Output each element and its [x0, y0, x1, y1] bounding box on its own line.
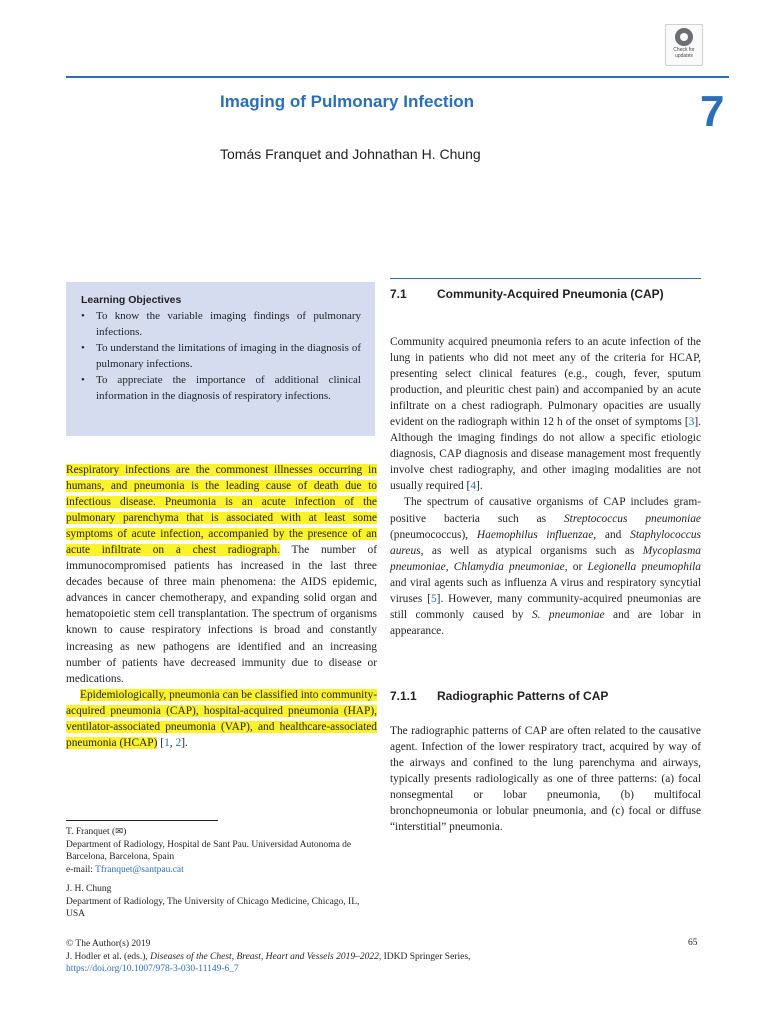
page-number: 65 [688, 938, 698, 948]
email-link[interactable]: Tfranquet@santpau.cat [95, 864, 184, 875]
cap-definition-paragraph: Community acquired pneumonia refers to an acute infection of the lung in patients who did not meet any of the criteria for HCAP, presenting select clinical features (e.g., cough, fever, sputum production, and pleuritic chest pain) and accompanied by an acute infiltrate on a chest radiograph. Pulmonary opacities are usually evident on the radiograph within 12 h of the onset of symptoms [3]. Although the imaging findings do not allow a specific etiologic diagnosis, CAP diagnosis and disease management most frequently involve chest radiography, and other imaging modalities are not usually required [4]. [390, 336, 701, 493]
left-column-text [66, 462, 377, 751]
citation-link[interactable]: 1 [164, 736, 170, 749]
section-number: 7.1.1 [390, 689, 417, 703]
learning-objective-item: • To appreciate the importance of additional clinical information in the diagnosis of respiratory infections. [81, 374, 361, 402]
learning-objectives-list [80, 308, 361, 404]
classification-paragraph: Epidemiologically, pneumonia can be classified into community-acquired pneumonia (CAP), hospital-acquired pneumonia (HAP), ventilator-associated pneumonia (VAP), and healthcare-associated pneumonia (HCAP) [1, 2]. [66, 688, 377, 749]
highlighted-text: Respiratory infections are the commonest illnesses occurring in humans, and pneumonia is the leading cause of death due to infectious disease. Pneumonia is an acute infection of the pulmonary parenchyma that is associated with at least some symptoms of acute infection, accompanied by the presence of an acute infiltrate on a chest radiograph. [66, 464, 377, 557]
author-affiliation: T. Franquet (✉) Department of Radiology, Hospital de Sant Pau. Universidad Autonoma de Barcelona, Barcelona, Spain e-mail: Tfranquet@santpau.cat [66, 827, 352, 875]
citation-link[interactable]: 2 [175, 736, 182, 749]
chapter-number: 7 [700, 87, 725, 136]
footnote-rule [66, 820, 218, 821]
patterns-paragraph: The radiographic patterns of CAP are often related to the causative agent. Infection of the lower respiratory tract, acquired by way of the airways and confined to the lung parenchyma and airways, typically presents radiologically as one of three patterns: (a) focal nonsegmental or lobar pneumonia, (b) multifocal bronchopneumonia or lobular pneumonia, and (c) focal or diffuse “interstitial” pneumonia. [390, 725, 701, 834]
section-title: Community-Acquired Pneumonia (CAP) [437, 287, 664, 301]
right-column-text [390, 334, 701, 639]
crossmark-icon [675, 28, 693, 46]
badge-label: Check for updates [673, 47, 695, 59]
citation-link[interactable]: 3 [688, 416, 695, 429]
page-footer [66, 938, 706, 976]
learning-objectives-title: Learning Objectives [81, 294, 182, 306]
organisms-paragraph: The spectrum of causative organisms of CAP includes gram-positive bacteria such as Streptococcus pneumoniae (pneumococcus), Haemophilus influenzae, and Staphylococcus aureus, as well as atypical organisms such as Mycoplasma pneumoniae, Chlamydia pneumoniae, or Legionella pneumophila and viral agents such as influenza A virus and respiratory syncytial viruses [5]. However, many community-acquired pneumonias are still commonly caused by S. pneumoniae and are lobar in appearance. [390, 496, 701, 637]
author-affiliations [66, 826, 377, 928]
intro-paragraph: Respiratory infections are the commonest illnesses occurring in humans, and pneumonia is the leading cause of death due to infectious disease. Pneumonia is an acute infection of the pulmonary parenchyma that is associated with at least some symptoms of acute infection, accompanied by the presence of an acute infiltrate on a chest radiograph. The number of immunocompromised patients has increased in the last three decades because of three main phenomena: the AIDS epidemic, advances in cancer chemotherapy, and expanding solid organ and hematopoietic stem cell transplantation. The spectrum of organisms known to cause respiratory infections is broad and constantly increasing as new pathogens are identified and an increasing number of patients have decreased immunity due to disease or medications. [66, 464, 377, 685]
doi-link[interactable]: https://doi.org/10.1007/978-3-030-11149-6_7 [66, 964, 239, 974]
section-title: Radiographic Patterns of CAP [437, 689, 609, 703]
learning-objectives-box [66, 282, 375, 436]
author-affiliation: J. H. Chung Department of Radiology, The University of Chicago Medicine, Chicago, IL, USA [66, 884, 360, 919]
section-number: 7.1 [390, 287, 407, 301]
chapter-top-rule [66, 76, 729, 78]
chapter-authors: Tomás Franquet and Johnathan H. Chung [220, 146, 481, 162]
copyright-line: © The Author(s) 2019 [66, 939, 151, 949]
chapter-title: Imaging of Pulmonary Infection [220, 92, 475, 111]
check-for-updates-badge[interactable] [665, 24, 703, 66]
learning-objective-item: • To know the variable imaging findings of pulmonary infections. [81, 310, 361, 338]
citation-line: J. Hodler et al. (eds.), Diseases of the Chest, Breast, Heart and Vessels 2019–2022, IDKD Springer Series, [66, 951, 471, 962]
citation-link[interactable]: 5 [430, 592, 437, 605]
highlighted-text: Epidemiologically, pneumonia can be classified into community-acquired pneumonia (CAP), hospital-acquired pneumonia (HAP), ventilator-associated pneumonia (VAP), and healthcare-associated pneumonia (HCAP) [66, 688, 377, 749]
section-rule [390, 278, 701, 279]
learning-objective-item: • To understand the limitations of imaging in the diagnosis of pulmonary infections. [81, 342, 361, 370]
radiographic-patterns-text [390, 723, 701, 835]
citation-link[interactable]: 4 [470, 480, 477, 493]
